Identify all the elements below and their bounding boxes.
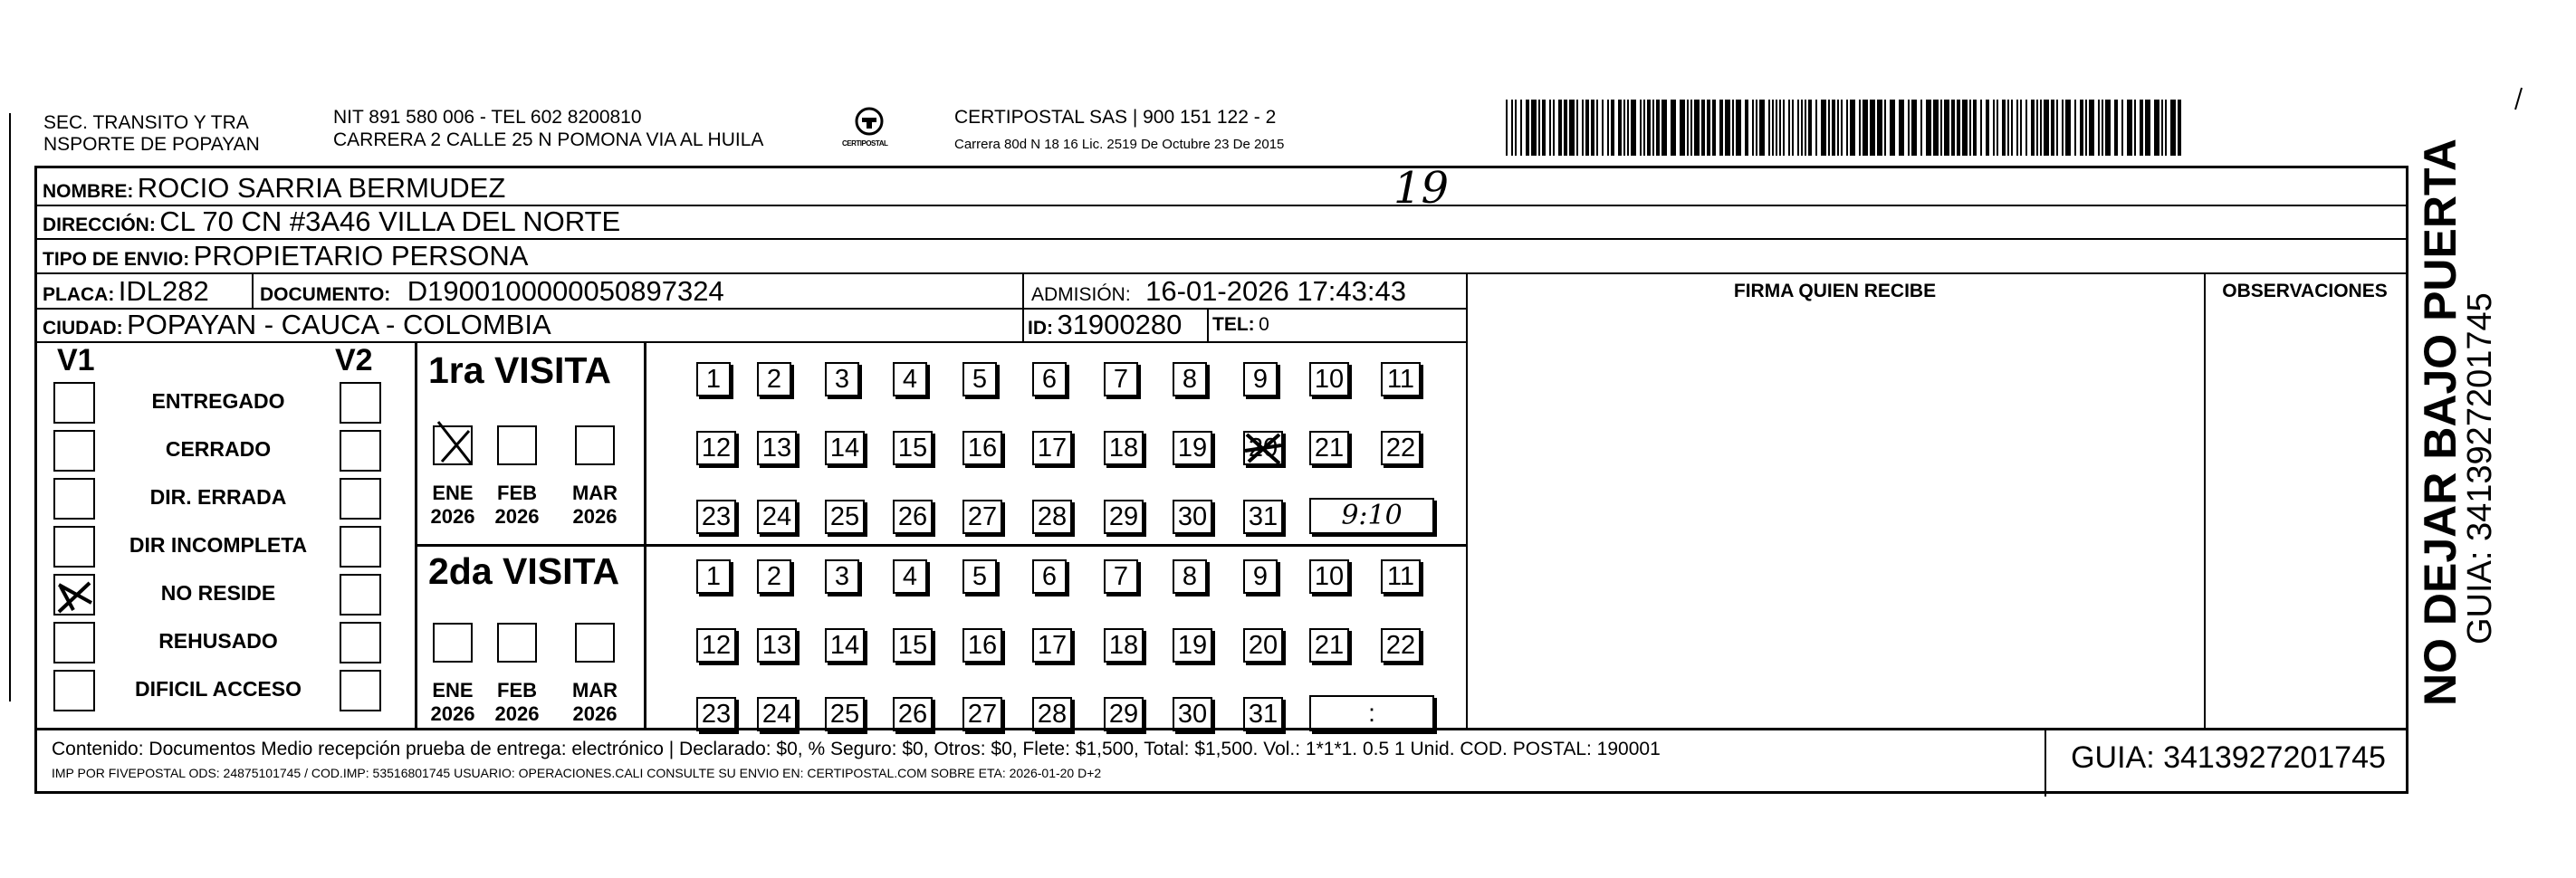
month-label bbox=[563, 679, 627, 726]
day-box[interactable]: 3 bbox=[825, 559, 859, 594]
tipo-row bbox=[43, 240, 528, 278]
day-box[interactable]: 25 bbox=[825, 500, 865, 534]
contenido-text: Contenido: Documentos Medio recepción prueba de entrega: electrónico | Declarado: $0, % Seguro: $0, Otros: $0, Flete: $1,500, Total: $1,500. Vol.: 1*1*1. 0.5 1 Unid. COD. POSTAL: 190001 bbox=[52, 739, 1661, 759]
v1-checkbox[interactable] bbox=[53, 670, 95, 711]
nombre-label: NOMBRE: bbox=[43, 181, 134, 202]
day-box[interactable]: 31 bbox=[1243, 697, 1283, 731]
status-label: ENTREGADO bbox=[151, 389, 285, 413]
day-box[interactable]: 3 bbox=[825, 362, 859, 396]
month-checkbox[interactable] bbox=[433, 425, 473, 465]
day-box[interactable]: 24 bbox=[757, 697, 797, 731]
month-year: 2026 bbox=[430, 505, 475, 528]
day-box[interactable]: 5 bbox=[962, 559, 997, 594]
day-box[interactable]: 10 bbox=[1309, 362, 1349, 396]
day-box[interactable]: 29 bbox=[1104, 500, 1144, 534]
certipostal-logo bbox=[842, 101, 896, 156]
month-name: FEB bbox=[497, 679, 537, 701]
v2-checkbox[interactable] bbox=[340, 478, 381, 520]
day-box[interactable]: 27 bbox=[962, 697, 1002, 731]
v2-checkbox[interactable] bbox=[340, 670, 381, 711]
day-box[interactable]: 9 bbox=[1243, 362, 1278, 396]
tipo-value: PROPIETARIO PERSONA bbox=[193, 240, 529, 272]
month-label bbox=[421, 482, 484, 529]
day-box[interactable]: 22 bbox=[1381, 431, 1421, 465]
day-box[interactable]: 7 bbox=[1104, 362, 1138, 396]
day-box[interactable]: 28 bbox=[1032, 697, 1072, 731]
day-box[interactable]: 7 bbox=[1104, 559, 1138, 594]
month-name: MAR bbox=[571, 679, 618, 701]
day-box[interactable]: 6 bbox=[1032, 362, 1067, 396]
day-box[interactable]: 23 bbox=[696, 500, 736, 534]
documento-row bbox=[260, 275, 724, 313]
day-box[interactable]: 11 bbox=[1381, 362, 1421, 396]
day-box[interactable]: 4 bbox=[893, 559, 927, 594]
documento-value: D1900100000050897324 bbox=[407, 275, 724, 307]
v2-checkbox[interactable] bbox=[340, 622, 381, 663]
delivery-form bbox=[34, 163, 2408, 794]
month-checkbox[interactable] bbox=[575, 623, 615, 663]
day-box[interactable]: 4 bbox=[893, 362, 927, 396]
status-label: DIFICIL ACCESO bbox=[134, 677, 302, 701]
placa-row bbox=[43, 275, 209, 313]
v2-label: V2 bbox=[335, 343, 373, 377]
day-box[interactable]: 18 bbox=[1104, 431, 1144, 465]
sender-line-2: NSPORTE DE POPAYAN bbox=[43, 134, 260, 155]
imp-text: IMP POR FIVEPOSTAL ODS: 24875101745 / COD.IMP: 53516801745 USUARIO: OPERACIONES.CALI CONSULTE SU ENVIO EN: CERTIPOSTAL.COM SOBRE ETA: 2026-01-20 D+2 bbox=[52, 766, 1102, 780]
day-box[interactable]: 1 bbox=[696, 559, 731, 594]
day-box[interactable]: 12 bbox=[696, 628, 736, 663]
v1-checkbox[interactable] bbox=[53, 430, 95, 472]
sender-nit-tel: NIT 891 580 006 - TEL 602 8200810 bbox=[333, 107, 642, 128]
day-box[interactable]: 13 bbox=[757, 628, 797, 663]
company-address: Carrera 80d N 18 16 Lic. 2519 De Octubre 23 De 2015 bbox=[954, 137, 1285, 152]
documento-label: DOCUMENTO: bbox=[260, 284, 391, 305]
month-name: ENE bbox=[432, 679, 474, 701]
direccion-value: CL 70 CN #3A46 VILLA DEL NORTE bbox=[159, 205, 621, 237]
ciudad-value: POPAYAN - CAUCA - COLOMBIA bbox=[127, 309, 551, 340]
day-box[interactable]: 16 bbox=[962, 431, 1002, 465]
day-box[interactable]: 11 bbox=[1381, 559, 1421, 594]
v1-checkbox[interactable] bbox=[53, 478, 95, 520]
month-name: ENE bbox=[432, 482, 474, 504]
v1-checkbox[interactable] bbox=[53, 574, 95, 616]
second-visit-title: 2da VISITA bbox=[428, 550, 620, 592]
day-box[interactable]: 25 bbox=[825, 697, 865, 731]
direccion-label: DIRECCIÓN: bbox=[43, 215, 156, 235]
month-checkbox[interactable] bbox=[433, 623, 473, 663]
visit-time-handwritten: 9:10 bbox=[1341, 500, 1403, 531]
day-box[interactable]: 20 bbox=[1243, 431, 1283, 465]
day-box[interactable]: 26 bbox=[893, 500, 933, 534]
month-name: FEB bbox=[497, 482, 537, 504]
id-label: ID: bbox=[1028, 318, 1053, 339]
nombre-value: ROCIO SARRIA BERMUDEZ bbox=[137, 172, 506, 204]
first-visit-title: 1ra VISITA bbox=[428, 349, 612, 391]
company-name: CERTIPOSTAL SAS | 900 151 122 - 2 bbox=[954, 107, 1277, 128]
v2-checkbox[interactable] bbox=[340, 430, 381, 472]
day-box[interactable]: 15 bbox=[893, 431, 933, 465]
day-box[interactable]: 9 bbox=[1243, 559, 1278, 594]
v1-checkbox[interactable] bbox=[53, 382, 95, 424]
day-box[interactable]: 27 bbox=[962, 500, 1002, 534]
tel-label: TEL: bbox=[1212, 314, 1255, 335]
visit-time-box[interactable] bbox=[1309, 498, 1434, 534]
day-box[interactable]: 21 bbox=[1309, 628, 1349, 663]
day-box[interactable]: 19 bbox=[1173, 628, 1212, 663]
day-box[interactable]: 16 bbox=[962, 628, 1002, 663]
day-box[interactable]: 26 bbox=[893, 697, 933, 731]
day-box[interactable]: 24 bbox=[757, 500, 797, 534]
tel-value: 0 bbox=[1259, 314, 1269, 335]
observaciones-header: OBSERVACIONES bbox=[2222, 281, 2388, 301]
logo-caption: CERTIPOSTAL bbox=[842, 139, 888, 148]
day-box[interactable]: 13 bbox=[757, 431, 797, 465]
day-box[interactable]: 23 bbox=[696, 697, 736, 731]
status-label: DIR INCOMPLETA bbox=[129, 533, 308, 557]
day-box[interactable]: 28 bbox=[1032, 500, 1072, 534]
day-box[interactable]: 2 bbox=[757, 559, 791, 594]
status-label: CERRADO bbox=[165, 437, 272, 461]
v2-checkbox[interactable] bbox=[340, 526, 381, 568]
month-year: 2026 bbox=[572, 702, 618, 725]
placa-value: IDL282 bbox=[118, 275, 209, 307]
day-box[interactable]: 21 bbox=[1309, 431, 1349, 465]
day-box[interactable]: 30 bbox=[1173, 500, 1212, 534]
day-box[interactable]: 30 bbox=[1173, 697, 1212, 731]
day-box[interactable]: 18 bbox=[1104, 628, 1144, 663]
day-box[interactable]: 14 bbox=[825, 431, 865, 465]
month-year: 2026 bbox=[430, 702, 475, 725]
day-box[interactable]: 17 bbox=[1032, 431, 1072, 465]
direccion-row bbox=[43, 205, 620, 243]
v2-checkbox[interactable] bbox=[340, 574, 381, 616]
month-label bbox=[485, 482, 549, 529]
margin-mark bbox=[9, 113, 11, 701]
id-value: 31900280 bbox=[1057, 309, 1183, 340]
sender-address: CARRERA 2 CALLE 25 N POMONA VIA AL HUILA bbox=[333, 129, 764, 150]
guia-footer: GUIA: 3413927201745 bbox=[2071, 740, 2386, 775]
month-year: 2026 bbox=[572, 505, 618, 528]
sender-line-1: SEC. TRANSITO Y TRA bbox=[43, 112, 249, 133]
month-year: 2026 bbox=[494, 505, 540, 528]
month-name: MAR bbox=[571, 482, 618, 504]
admision-row bbox=[1031, 275, 1406, 313]
status-label: REHUSADO bbox=[158, 629, 278, 653]
month-year: 2026 bbox=[494, 702, 540, 725]
day-box[interactable]: 8 bbox=[1173, 559, 1207, 594]
month-label bbox=[421, 679, 484, 726]
v1-checkbox[interactable] bbox=[53, 622, 95, 663]
barcode bbox=[1506, 100, 2187, 156]
month-label bbox=[485, 679, 549, 726]
month-checkbox[interactable] bbox=[497, 623, 537, 663]
placa-label: PLACA: bbox=[43, 284, 115, 305]
day-box[interactable]: 6 bbox=[1032, 559, 1067, 594]
side-guia: GUIA: 3413927201745 bbox=[2461, 292, 2499, 644]
v1-checkbox[interactable] bbox=[53, 526, 95, 568]
status-label: NO RESIDE bbox=[160, 581, 276, 605]
admision-label: ADMISIÓN: bbox=[1031, 284, 1131, 305]
day-box[interactable]: 14 bbox=[825, 628, 865, 663]
tipo-label: TIPO DE ENVIO: bbox=[43, 249, 190, 270]
day-box[interactable]: 2 bbox=[757, 362, 791, 396]
admision-value: 16-01-2026 17:43:43 bbox=[1145, 275, 1406, 307]
month-checkbox[interactable] bbox=[497, 425, 537, 465]
day-box[interactable]: 15 bbox=[893, 628, 933, 663]
day-box[interactable]: 10 bbox=[1309, 559, 1349, 594]
firma-header: FIRMA QUIEN RECIBE bbox=[1733, 281, 1937, 301]
day-box[interactable]: 5 bbox=[962, 362, 997, 396]
day-box[interactable]: 20 bbox=[1243, 628, 1283, 663]
month-checkbox[interactable] bbox=[575, 425, 615, 465]
day-box[interactable]: 19 bbox=[1173, 431, 1212, 465]
v2-checkbox[interactable] bbox=[340, 382, 381, 424]
status-label: DIR. ERRADA bbox=[149, 485, 287, 509]
day-box[interactable]: 22 bbox=[1381, 628, 1421, 663]
handwritten-number: 19 bbox=[1393, 163, 1450, 214]
day-box[interactable]: 12 bbox=[696, 431, 736, 465]
day-box[interactable]: 29 bbox=[1104, 697, 1144, 731]
tel-row bbox=[1212, 309, 1269, 343]
visit-time-box[interactable]: : bbox=[1309, 695, 1434, 731]
day-box[interactable]: 17 bbox=[1032, 628, 1072, 663]
nombre-row bbox=[43, 172, 505, 210]
ciudad-label: CIUDAD: bbox=[43, 318, 123, 339]
day-box[interactable]: 1 bbox=[696, 362, 731, 396]
id-row bbox=[1028, 309, 1182, 347]
ciudad-row bbox=[43, 309, 551, 347]
day-box[interactable]: 8 bbox=[1173, 362, 1207, 396]
day-box[interactable]: 31 bbox=[1243, 500, 1283, 534]
v1-label: V1 bbox=[57, 343, 95, 377]
pen-mark bbox=[2508, 86, 2526, 118]
no-dejar-bajo-puerta: NO DEJAR BAJO PUERTA bbox=[2415, 138, 2466, 706]
month-label bbox=[563, 482, 627, 529]
